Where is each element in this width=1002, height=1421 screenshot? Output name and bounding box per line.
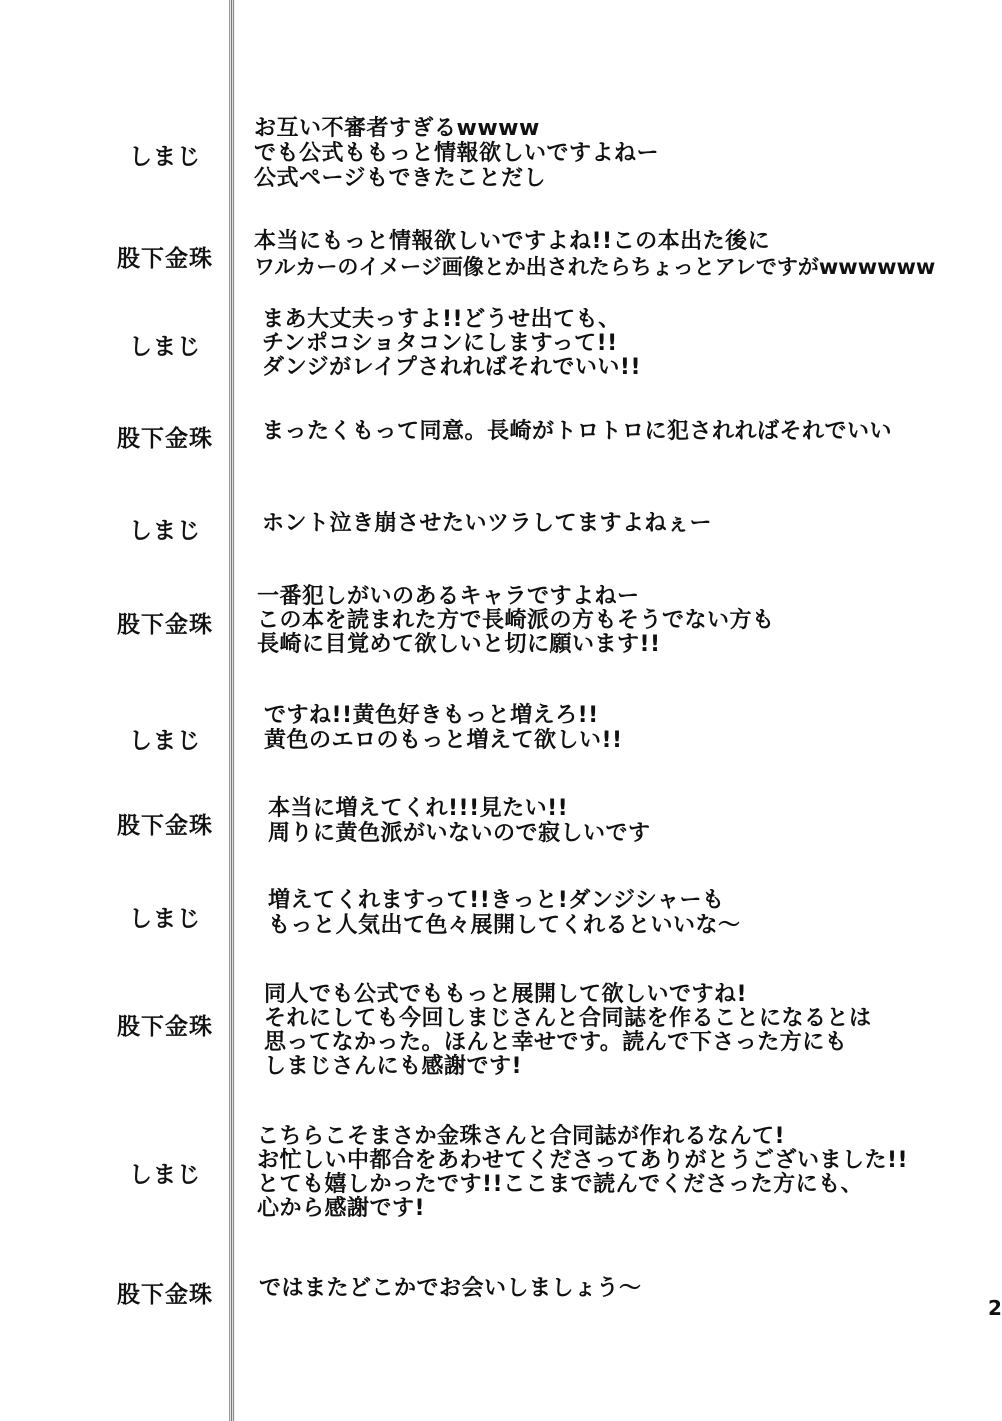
dialogue-line: 周りに黄色派がいないので寂しいです: [268, 821, 651, 846]
dialogue-line: 一番犯しがいのあるキャラですよねー: [257, 584, 640, 609]
dialogue-line: ダンジがレイプされればそれでいい!!: [262, 355, 641, 380]
speaker-name: しまじ: [129, 144, 201, 170]
speaker-name: しまじ: [129, 728, 201, 754]
dialogue-line: ではまたどこかでお会いしましょう〜: [259, 1276, 642, 1301]
speaker-name: しまじ: [129, 518, 201, 544]
dialogue-line: もっと人気出て色々展開してくれるといいな〜: [268, 913, 741, 938]
dialogue-line: 思ってなかった。ほんと幸せです。読んで下さった方にも: [264, 1030, 848, 1055]
dialogue-line: お忙しい中都合をあわせてくださってありがとうございました!!: [257, 1148, 909, 1173]
dialogue-line: まったくもって同意。長崎がトロトロに犯されればそれでいい: [262, 419, 893, 444]
dialogue-line: まあ大丈夫っすよ!!どうせ出ても、: [262, 307, 621, 332]
dialogue-line: それにしても今回しまじさんと合同誌を作ることになるとは: [264, 1006, 872, 1031]
dialogue-line: お互い不審者すぎるwwww: [254, 116, 540, 141]
dialogue-line: 本当に増えてくれ!!!見たい!!: [268, 796, 569, 821]
dialogue-line: しまじさんにも感謝です!: [264, 1054, 523, 1079]
dialogue-line: 同人でも公式でももっと展開して欲しいですね!: [264, 982, 748, 1007]
dialogue-line: 長崎に目覚めて欲しいと切に願います!!: [257, 632, 661, 657]
dialogue-line: でも公式ももっと情報欲しいですよねー: [254, 141, 660, 166]
speaker-name: しまじ: [129, 1162, 201, 1188]
dialogue-line: ワルカーのイメージ画像とか出されたらちょっとアレですがwwwwww: [254, 255, 936, 279]
speaker-name: 股下金珠: [117, 612, 213, 638]
dialogue-line: チンポコショタコンにしますって!!: [262, 331, 618, 356]
dialogue-line: ですね!!黄色好きもっと増えろ!!: [264, 703, 599, 728]
speaker-name: 股下金珠: [117, 1282, 213, 1308]
column-divider: [229, 0, 235, 1421]
dialogue-line: 公式ページもできたことだし: [254, 166, 547, 191]
dialogue-line: こちらこそまさか金珠さんと合同誌が作れるなんて!: [257, 1124, 786, 1149]
dialogue-line: 増えてくれますって!!きっと!ダンジシャーも: [268, 888, 725, 913]
speaker-name: 股下金珠: [117, 813, 213, 839]
speaker-name: しまじ: [129, 906, 201, 932]
dialogue-line: とても嬉しかったです!!ここまで読んでくださった方にも、: [257, 1172, 864, 1197]
speaker-name: 股下金珠: [117, 1014, 213, 1040]
dialogue-line: この本を読まれた方で長崎派の方もそうでない方も: [257, 608, 775, 633]
speaker-name: しまじ: [129, 334, 201, 360]
dialogue-line: ホント泣き崩させたいツラしてますよねぇー: [262, 511, 713, 536]
dialogue-line: 黄色のエロのもっと増えて欲しい!!: [264, 728, 623, 753]
dialogue-line: 本当にもっと情報欲しいですよね!!この本出た後に: [254, 229, 771, 254]
page-number: 2: [988, 1296, 1002, 1320]
dialogue-line: 心から感謝です!: [257, 1196, 426, 1221]
speaker-name: 股下金珠: [117, 246, 213, 272]
speaker-name: 股下金珠: [117, 426, 213, 452]
